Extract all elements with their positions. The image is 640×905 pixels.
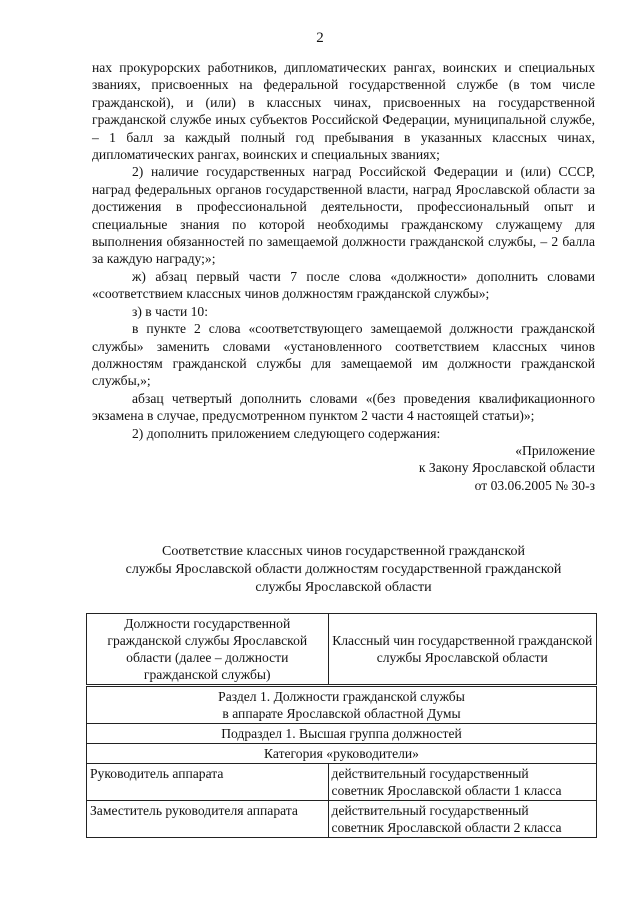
header-rank: Классный чин государственной гражданской службы Ярославской области [328,614,596,686]
appendix-title: «Приложение [515,442,595,458]
header-positions: Должности государственной гражданской службы Ярославской области (далее – должности гражданской службы) [87,614,329,686]
paragraph: 2) наличие государственных наград Российской Федерации и (или) СССР, наград федеральных органов государственной власти, наград Ярославской области за достижения в профессиональной деятельности, профессиональный опыт и специальные знания по которой необходимы гражданскому служащему для выполнения обязанностей по замещаемой должности гражданской службы, – 2 балла за каждую награду;»; [92,164,595,267]
position-cell: Заместитель руководителя аппарата [87,801,329,838]
subsection-row [87,724,597,744]
rank-cell: действительный государственный советник Ярославской области 1 класса [328,764,596,801]
category-title: Категория «руководители» [87,744,597,764]
paragraph: в пункте 2 слова «соответствующего замещаемой должности гражданской службы» заменить словами «установленного соответствием классных чинов должностям гражданской службы для замещаемой им должности гражданской службы,»; [92,321,595,389]
paragraph: 2) дополнить приложением следующего содержания: [132,425,441,441]
appendix-law: к Закону Ярославской области [418,460,595,476]
paragraph: нах прокурорских работников, дипломатических рангах, воинских и специальных званиях, присвоенных на федеральной государственной службе (в том числе гражданской), и (или) в классных чинах, присвоенных на государственной гражданской службе иных субъектов Российской Федерации, муниципальной службе, – 1 балл за каждый полный год пребывания в указанных классных чинах, дипломатических рангах, воинских и специальных званиях; [92,60,595,163]
paragraph: ж) абзац первый части 7 после слова «должности» дополнить словами «соответствием классных чинов должностям гражданской службы»; [92,268,595,302]
appendix-date: от 03.06.2005 № 30-з [474,477,595,493]
section-row [87,686,597,724]
page-number: 2 [316,30,324,46]
caption-line: службы Ярославской области [255,580,432,595]
ranks-table [86,613,597,838]
paragraph: з) в части 10: [132,303,209,319]
table-caption [92,543,595,597]
table-header-row [87,614,597,686]
subsection-title: Подраздел 1. Высшая группа должностей [87,724,597,744]
position-cell: Руководитель аппарата [87,764,329,801]
caption-line: Соответствие классных чинов государственной гражданской [162,544,525,559]
body-text [92,59,595,494]
category-row [87,744,597,764]
caption-line: службы Ярославской области должностям государственной гражданской [125,562,562,577]
table-row [87,764,597,801]
section-title: Раздел 1. Должности гражданской службы в аппарате Ярославской областной Думы [87,686,597,724]
paragraph: абзац четвертый дополнить словами «(без проведения квалификационного экзамена в случае, предусмотренном пунктом 2 части 4 настоящей статьи)»; [92,390,595,424]
rank-cell: действительный государственный советник Ярославской области 2 класса [328,801,596,838]
table-row [87,801,597,838]
